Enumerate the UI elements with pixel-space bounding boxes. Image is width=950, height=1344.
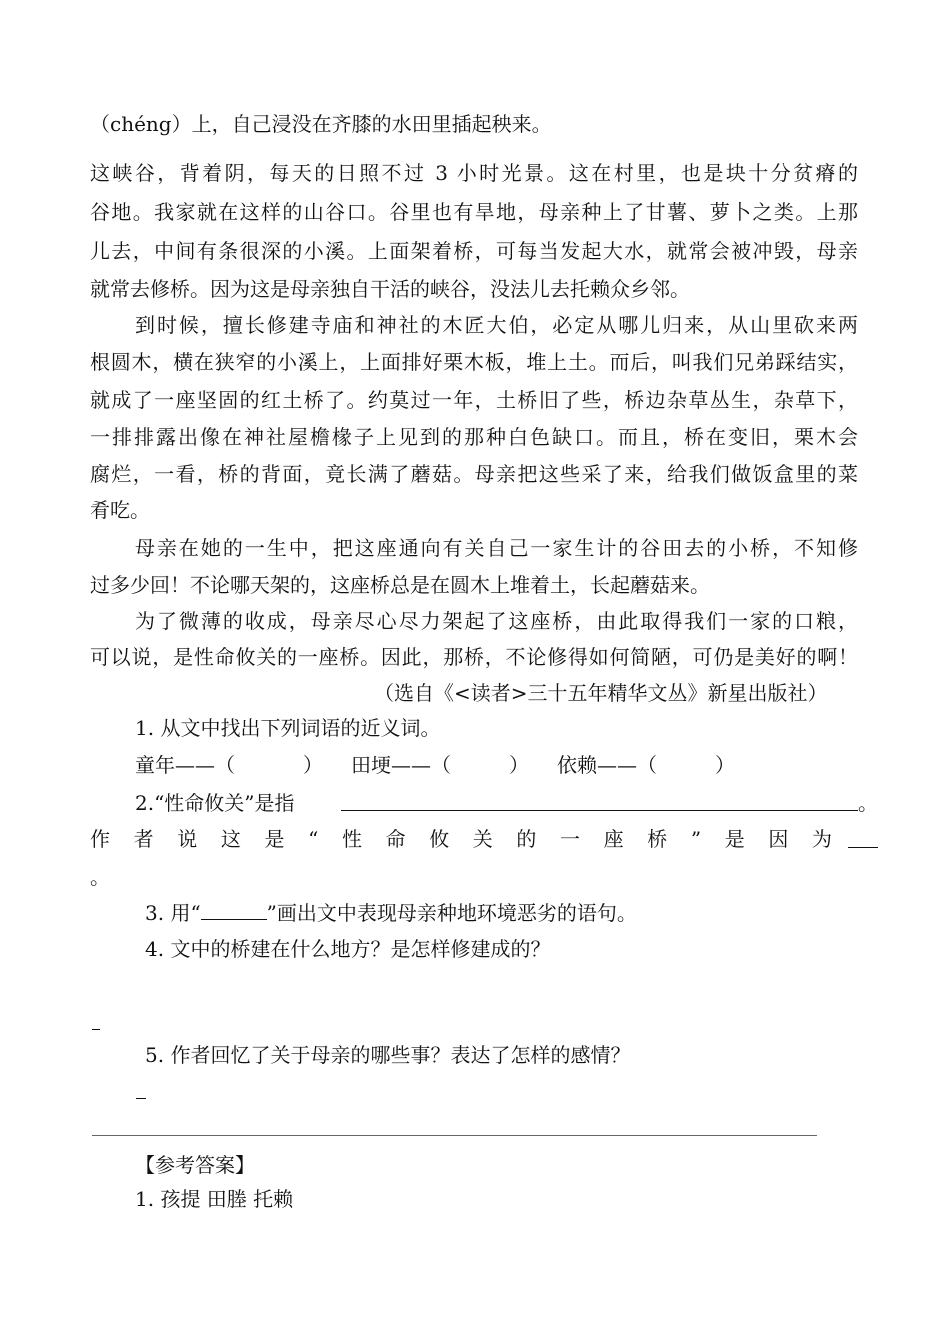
question-3 [145,898,637,928]
paragraph-2-line-4: 一排排露出像在神社屋檐椽子上见到的那种白色缺口。而且，桥在变旧，栗木会 [90,425,858,449]
question-1: 1. 从文中找出下列词语的近义词。 [135,716,441,740]
question-4-answer-line[interactable] [92,1029,100,1030]
question-3-prefix: 3. 用“ [145,901,201,925]
answer-1: 1. 孩提 田塍 托赖 [135,1187,294,1211]
question-2-b-end: 。 [90,865,110,889]
source-citation: （选自《<读者>三十五年精华文丛》新星出版社） [374,681,828,705]
question-2-b: 作者说这是“性命攸关的一座桥”是因为 [90,827,832,851]
question-3-underline-sample [201,901,267,920]
q1-item-2-close: ） [509,753,529,777]
paragraph-2-line-6: 肴吃。 [90,498,150,522]
question-5-answer-line-short[interactable] [136,1098,146,1099]
question-2-a-answer-line[interactable] [341,810,858,811]
paragraph-4-line-1: 为了微薄的收成，母亲尽心尽力架起了这座桥，由此取得我们一家的口粮， [135,609,858,633]
q1-item-1-close: ） [303,753,323,777]
paragraph-2-line-5: 腐烂，一看，桥的背面，竟长满了蘑菇。母亲把这些采了来，给我们做饭盒里的菜 [90,462,858,486]
question-2-b-answer-line[interactable] [848,847,878,848]
question-2-a: 2.“性命攸关”是指 [135,791,295,815]
question-3-suffix: ”画出文中表现母亲种地环境恶劣的语句。 [266,901,637,925]
paragraph-1-line-4: 就常去修桥。因为这是母亲独自干活的峡谷，没法儿去托赖众乡邻。 [90,277,690,301]
paragraph-3-line-2: 过多少回！不论哪天架的，这座桥总是在圆木上堆着土，长起蘑菇来。 [90,573,710,597]
paragraph-4-line-2: 可以说，是性命攸关的一座桥。因此，那桥，不论修得如何简陋，可仍是美好的啊！ [90,645,858,669]
question-5: 5. 作者回忆了关于母亲的哪些事？表达了怎样的感情？ [145,1043,631,1067]
q1-item-2-open: 田埂——（ [351,753,451,777]
question-2-a-end: 。 [858,791,878,815]
answers-heading: 【参考答案】 [135,1153,255,1177]
paragraph-3-line-1: 母亲在她的一生中，把这座通向有关自己一家生计的谷田去的小桥，不知修 [135,536,858,560]
question-5-answer-line-long[interactable] [92,1135,817,1136]
intro-tail-line: （chéng）上，自己浸没在齐膝的水田里插起秧来。 [90,112,552,136]
paragraph-2-line-2: 根圆木，横在狭窄的小溪上，上面排好栗木板，堆上土。而后，叫我们兄弟踩结实， [90,350,858,374]
question-1-items [135,750,735,780]
paragraph-1-line-3: 儿去，中间有条很深的小溪。上面架着桥，可每当发起大水，就常会被冲毁，母亲 [90,239,858,263]
question-4: 4. 文中的桥建在什么地方？是怎样修建成的？ [145,937,551,961]
q1-item-3-open: 依赖——（ [557,753,657,777]
q1-item-3-close: ） [715,753,735,777]
paragraph-2-line-1: 到时候，擅长修建寺庙和神社的木匠大伯，必定从哪儿归来，从山里砍来两 [135,313,858,337]
paragraph-1-line-2: 谷地。我家就在这样的山谷口。谷里也有旱地，母亲种上了甘薯、萝卜之类。上那 [90,200,858,224]
paragraph-1-line-1: 这峡谷，背着阴，每天的日照不过 3 小时光景。这在村里，也是块十分贫瘠的 [90,161,858,185]
q1-item-1-open: 童年——（ [135,753,235,777]
paragraph-2-line-3: 就成了一座坚固的红土桥了。约莫过一年，土桥旧了些，桥边杂草丛生，杂草下， [90,388,858,412]
